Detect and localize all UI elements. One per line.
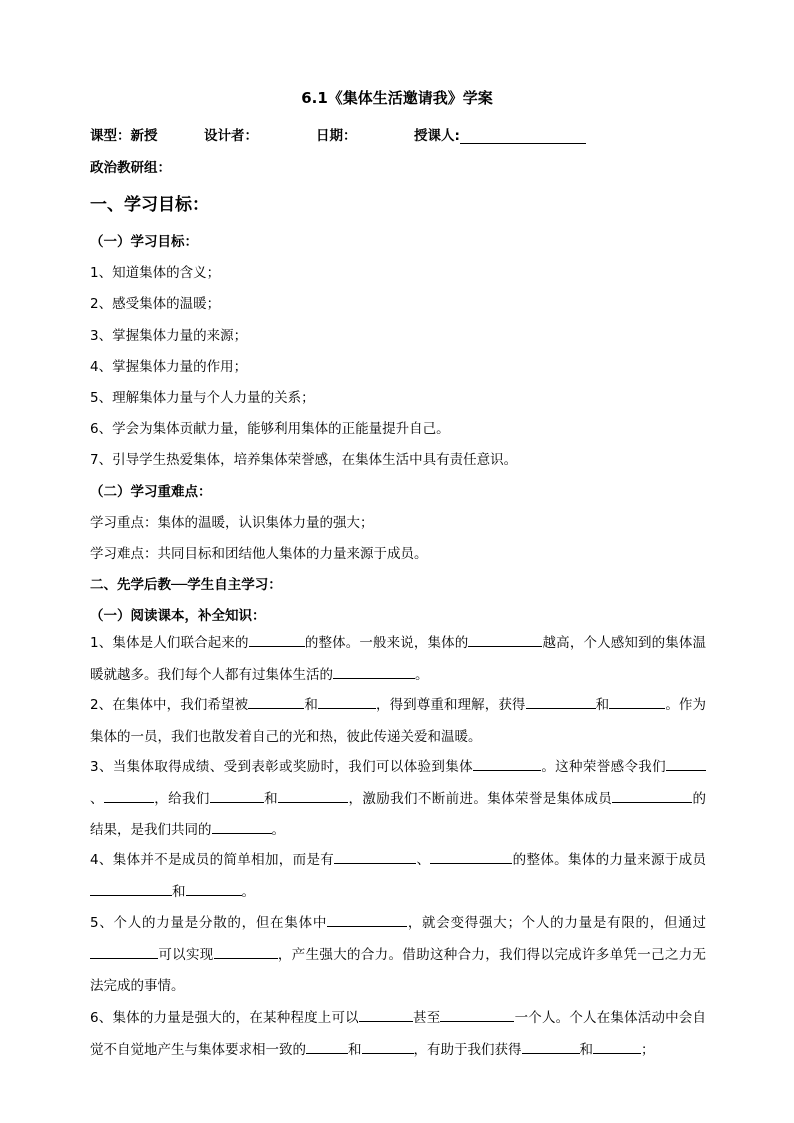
objective-item: 4、掌握集体力量的作用； bbox=[90, 359, 248, 375]
q3-text: 3、当集体取得成绩、受到表彰或奖励时，我们可以体验到集体 bbox=[90, 759, 473, 775]
fill-blank[interactable] bbox=[210, 790, 264, 803]
fill-blank[interactable] bbox=[334, 851, 416, 864]
course-type: 课型：新授 bbox=[90, 128, 158, 144]
q1-text: 越高，个人感知到的集体温暖就越多。我们每个人都有过集体生活的 bbox=[90, 635, 707, 683]
objective-item: 5、理解集体力量与个人力量的关系； bbox=[90, 390, 315, 406]
group-label: 政治教研组： bbox=[90, 160, 171, 176]
fill-blank[interactable] bbox=[666, 758, 706, 771]
objectives-heading: （一）学习目标： bbox=[90, 234, 198, 250]
q4-text: 和 bbox=[172, 883, 186, 900]
fill-blank[interactable] bbox=[306, 1041, 348, 1054]
q1-text: 。 bbox=[415, 666, 429, 683]
q4-text: 。 bbox=[241, 883, 255, 900]
objective-item: 7、引导学生热爱集体，培养集体荣誉感，在集体生活中具有责任意识。 bbox=[90, 452, 518, 468]
fill-blank[interactable] bbox=[430, 851, 512, 864]
fill-blank[interactable] bbox=[214, 946, 278, 959]
q5-text: 5、个人的力量是分散的，但在集体中 bbox=[90, 915, 328, 931]
fill-blank[interactable] bbox=[612, 790, 692, 803]
reading-heading: （一）阅读课本，补全知识： bbox=[90, 608, 266, 624]
teacher-field bbox=[414, 124, 586, 144]
difficulty-point: 学习难点：共同目标和团结他人集体的力量来源于成员。 bbox=[90, 546, 428, 562]
question-5 bbox=[90, 908, 706, 1003]
objective-item: 3、掌握集体力量的来源； bbox=[90, 328, 248, 344]
fill-blank[interactable] bbox=[468, 634, 542, 647]
question-4 bbox=[90, 845, 706, 908]
q6-text: 6、集体的力量是强大的，在某种程度上可以 bbox=[90, 1010, 359, 1026]
objective-item: 2、感受集体的温暖； bbox=[90, 296, 221, 312]
q3-text: 、 bbox=[90, 790, 104, 807]
fill-blank[interactable] bbox=[278, 790, 348, 803]
meta-row bbox=[90, 124, 710, 144]
question-2 bbox=[90, 690, 706, 753]
q2-text: ，得到尊重和理解，获得 bbox=[375, 697, 526, 713]
key-points-heading: （二）学习重难点： bbox=[90, 484, 212, 500]
fill-blank[interactable] bbox=[593, 1041, 641, 1054]
q6-text: 一个人。个人在集体活动中会自觉不自觉地产生与集体要求相一致的 bbox=[90, 1010, 707, 1058]
q2-text: 和 bbox=[304, 697, 318, 713]
fill-blank[interactable] bbox=[104, 790, 154, 803]
q4-text: 的整体。集体的力量来源于成员 bbox=[512, 852, 707, 868]
q3-text: ，激励我们不断前进。集体荣誉是集体成员 bbox=[348, 790, 613, 807]
teacher-label: 授课人: bbox=[414, 128, 460, 144]
fill-blank[interactable] bbox=[526, 696, 596, 709]
q6-text: ； bbox=[641, 1041, 655, 1058]
objective-item: 1、知道集体的含义； bbox=[90, 265, 221, 281]
fill-blank[interactable] bbox=[212, 821, 272, 834]
q3-text: 。 bbox=[271, 822, 285, 838]
q3-text: 和 bbox=[263, 790, 279, 807]
fill-blank[interactable] bbox=[327, 914, 407, 927]
designer-label: 设计者： bbox=[204, 128, 258, 144]
fill-blank[interactable] bbox=[333, 666, 415, 679]
q1-text: 的整体。一般来说，集体的 bbox=[304, 635, 469, 651]
q6-text: 甚至 bbox=[412, 1010, 441, 1026]
q2-text: 和 bbox=[595, 697, 610, 713]
q6-text: ，有助于我们获得 bbox=[413, 1041, 522, 1058]
q4-text: 、 bbox=[416, 852, 431, 868]
question-6 bbox=[90, 1003, 706, 1066]
fill-blank[interactable] bbox=[90, 946, 158, 959]
page-title: 6.1《集体生活邀请我》学案 bbox=[301, 89, 493, 107]
q5-text: ，产生强大的合力。借助这种合力，我们得以完成许多单凭一己之力无法完成的事情。 bbox=[90, 946, 707, 994]
q3-text: ，给我们 bbox=[153, 790, 210, 807]
date-label: 日期： bbox=[316, 128, 357, 144]
fill-blank[interactable] bbox=[362, 1041, 414, 1054]
question-1 bbox=[90, 628, 706, 691]
q6-text: 和 bbox=[579, 1041, 593, 1058]
section1-heading: 一、学习目标： bbox=[90, 195, 209, 215]
fill-blank[interactable] bbox=[186, 883, 242, 896]
fill-blank[interactable] bbox=[609, 696, 665, 709]
objective-item: 6、学会为集体贡献力量，能够利用集体的正能量提升自己。 bbox=[90, 421, 450, 437]
key-point: 学习重点：集体的温暖，认识集体力量的强大； bbox=[90, 515, 374, 531]
q2-text: 2、在集体中，我们希望被 bbox=[90, 697, 249, 713]
q3-text: 。这种荣誉感令我们 bbox=[540, 759, 666, 775]
fill-blank[interactable] bbox=[90, 883, 172, 896]
fill-blank[interactable] bbox=[249, 634, 305, 647]
q2-text: 。作为集体的一员，我们也散发着自己的光和热，彼此传递关爱和温暖。 bbox=[90, 697, 706, 745]
question-3 bbox=[90, 752, 706, 847]
fill-blank[interactable] bbox=[522, 1041, 580, 1054]
fill-blank[interactable] bbox=[440, 1009, 514, 1022]
fill-blank[interactable] bbox=[318, 696, 376, 709]
fill-blank[interactable] bbox=[473, 758, 541, 771]
q6-text: 和 bbox=[348, 1041, 362, 1058]
fill-blank[interactable] bbox=[248, 696, 304, 709]
teacher-blank bbox=[460, 129, 586, 144]
q4-text: 4、集体并不是成员的简单相加，而是有 bbox=[90, 852, 335, 868]
q5-text: 可以实现 bbox=[158, 946, 214, 963]
section2-heading: 二、先学后教──学生自主学习： bbox=[90, 577, 282, 593]
q3-text: 的结果，是我们共同的 bbox=[90, 790, 707, 838]
q5-text: ，就会变得强大；个人的力量是有限的，但通过 bbox=[407, 915, 706, 931]
q1-text: 1、集体是人们联合起来的 bbox=[90, 635, 249, 651]
fill-blank[interactable] bbox=[359, 1009, 413, 1022]
